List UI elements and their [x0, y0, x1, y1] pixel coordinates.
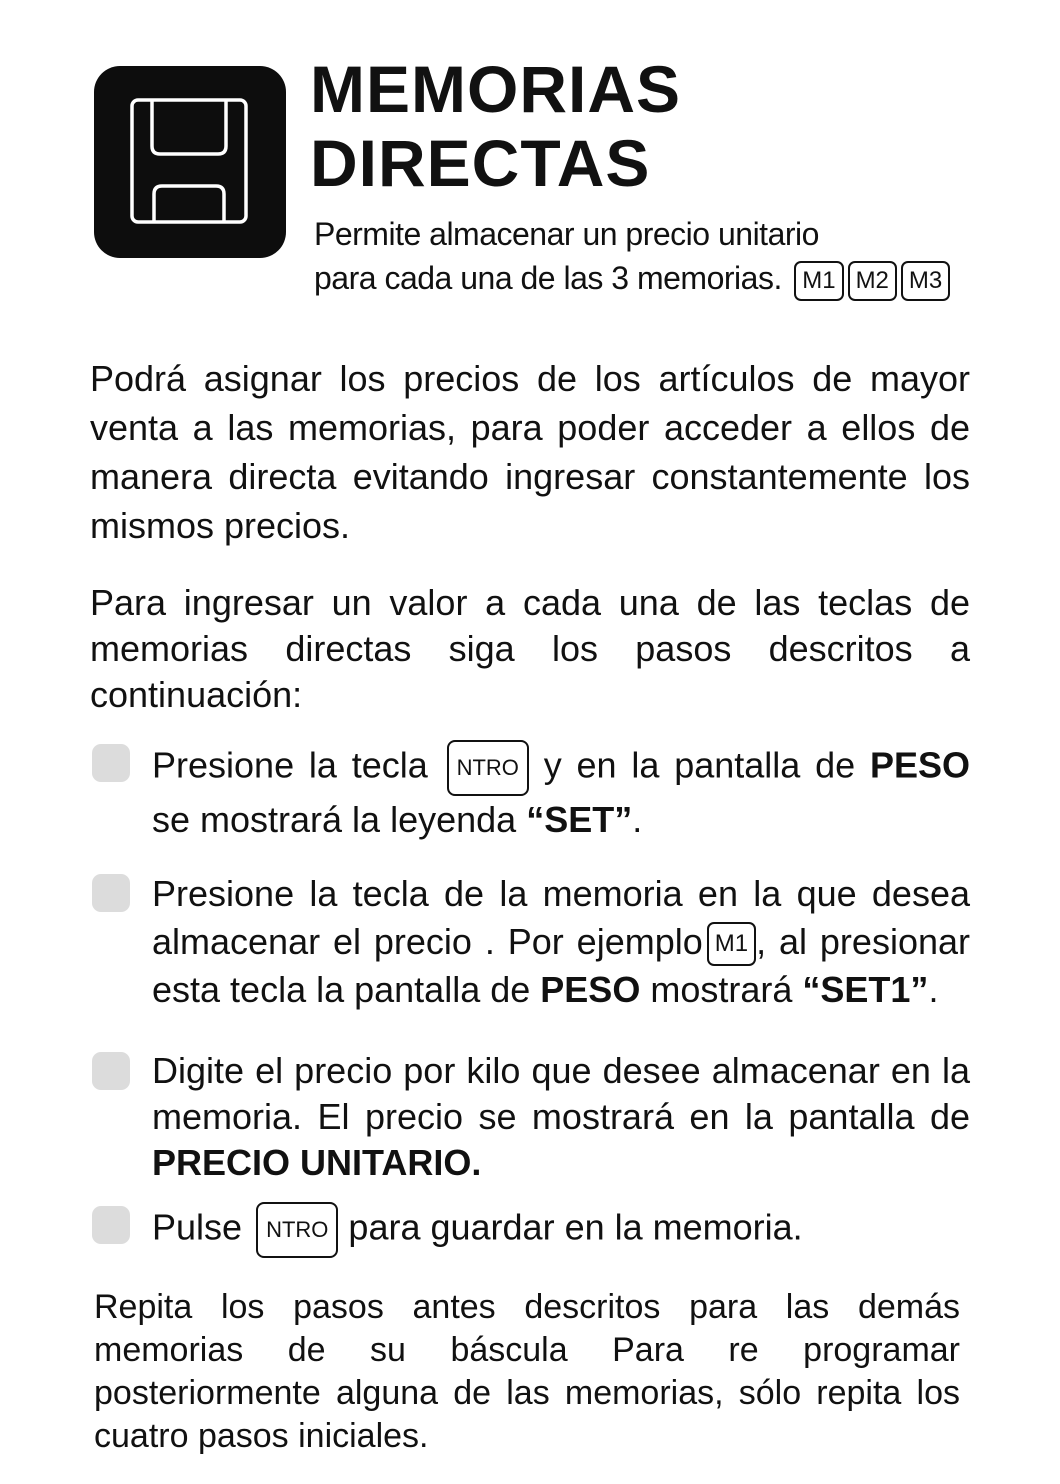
intro-paragraph-2: Para ingresar un valor a cada una de las teclas de memorias directas siga los pasos descritos a continuación: [90, 582, 970, 715]
step-4-part2: para guardar en la memoria. [348, 1206, 803, 1248]
key-ntro-2: NTRO [256, 1202, 338, 1258]
step-2-text [152, 870, 970, 1014]
step-1-bold1: PESO [869, 744, 970, 786]
step-3-text [152, 1048, 970, 1186]
page-title [310, 52, 681, 200]
step-1-part3: se mostrará la leyenda [152, 799, 517, 840]
step-checkbox-1 [92, 744, 130, 782]
step-checkbox-2 [92, 874, 130, 912]
step-2-bold1: PESO [540, 969, 641, 1011]
floppy-disk-icon [94, 66, 286, 258]
floppy-disk-graphic [94, 66, 286, 258]
subtitle [314, 212, 994, 301]
step-checkbox-4 [92, 1206, 130, 1244]
step-1-part2: y en la pantalla de [543, 744, 856, 786]
key-m1: M1 [794, 261, 843, 301]
step-2-part4: . [928, 969, 939, 1011]
step-1-part4: . [632, 799, 643, 840]
step-3-part1: Digite el precio por kilo que desee almacenar en la memoria. El precio se mostrará en la pantalla de [152, 1050, 970, 1137]
step-1-bold2: “SET” [526, 799, 633, 840]
step-2-bold2: “SET1” [802, 969, 929, 1011]
step-1-text [152, 740, 970, 844]
step-2-part1: Presione la tecla de la memoria en la que desea almacenar el precio . Por ejemplo [152, 873, 970, 962]
title-line-1: MEMORIAS [310, 52, 681, 126]
title-line-2: DIRECTAS [310, 126, 651, 200]
key-m1-example: M1 [707, 922, 756, 966]
step-2-part3: mostrará [650, 969, 793, 1011]
key-m3: M3 [901, 261, 950, 301]
step-checkbox-3 [92, 1052, 130, 1090]
step-1-part1: Presione la tecla [152, 744, 428, 786]
step-4-text [152, 1202, 970, 1258]
step-3-bold1: PRECIO UNITARIO. [152, 1142, 482, 1183]
step-4-part1: Pulse [152, 1206, 243, 1248]
subtitle-line-1: Permite almacenar un precio unitario [314, 216, 819, 252]
subtitle-line-2 [314, 256, 994, 301]
key-ntro: NTRO [447, 740, 529, 796]
closing-paragraph: Repita los pasos antes descritos para las demás memorias de su báscula Para re programar posteriormente alguna de las memorias, sólo repita los cuatro pasos iniciales. [94, 1288, 960, 1455]
key-m2: M2 [848, 261, 897, 301]
step-2-part2: , al presionar esta tecla la pantalla de [152, 921, 970, 1011]
intro-paragraph-1: Podrá asignar los precios de los artículos de mayor venta a las memorias, para poder acceder a ellos de manera directa evitando ingresar constantemente los mismos precios. [90, 358, 970, 546]
subtitle-line-2-text: para cada una de las 3 memorias. [314, 260, 782, 296]
